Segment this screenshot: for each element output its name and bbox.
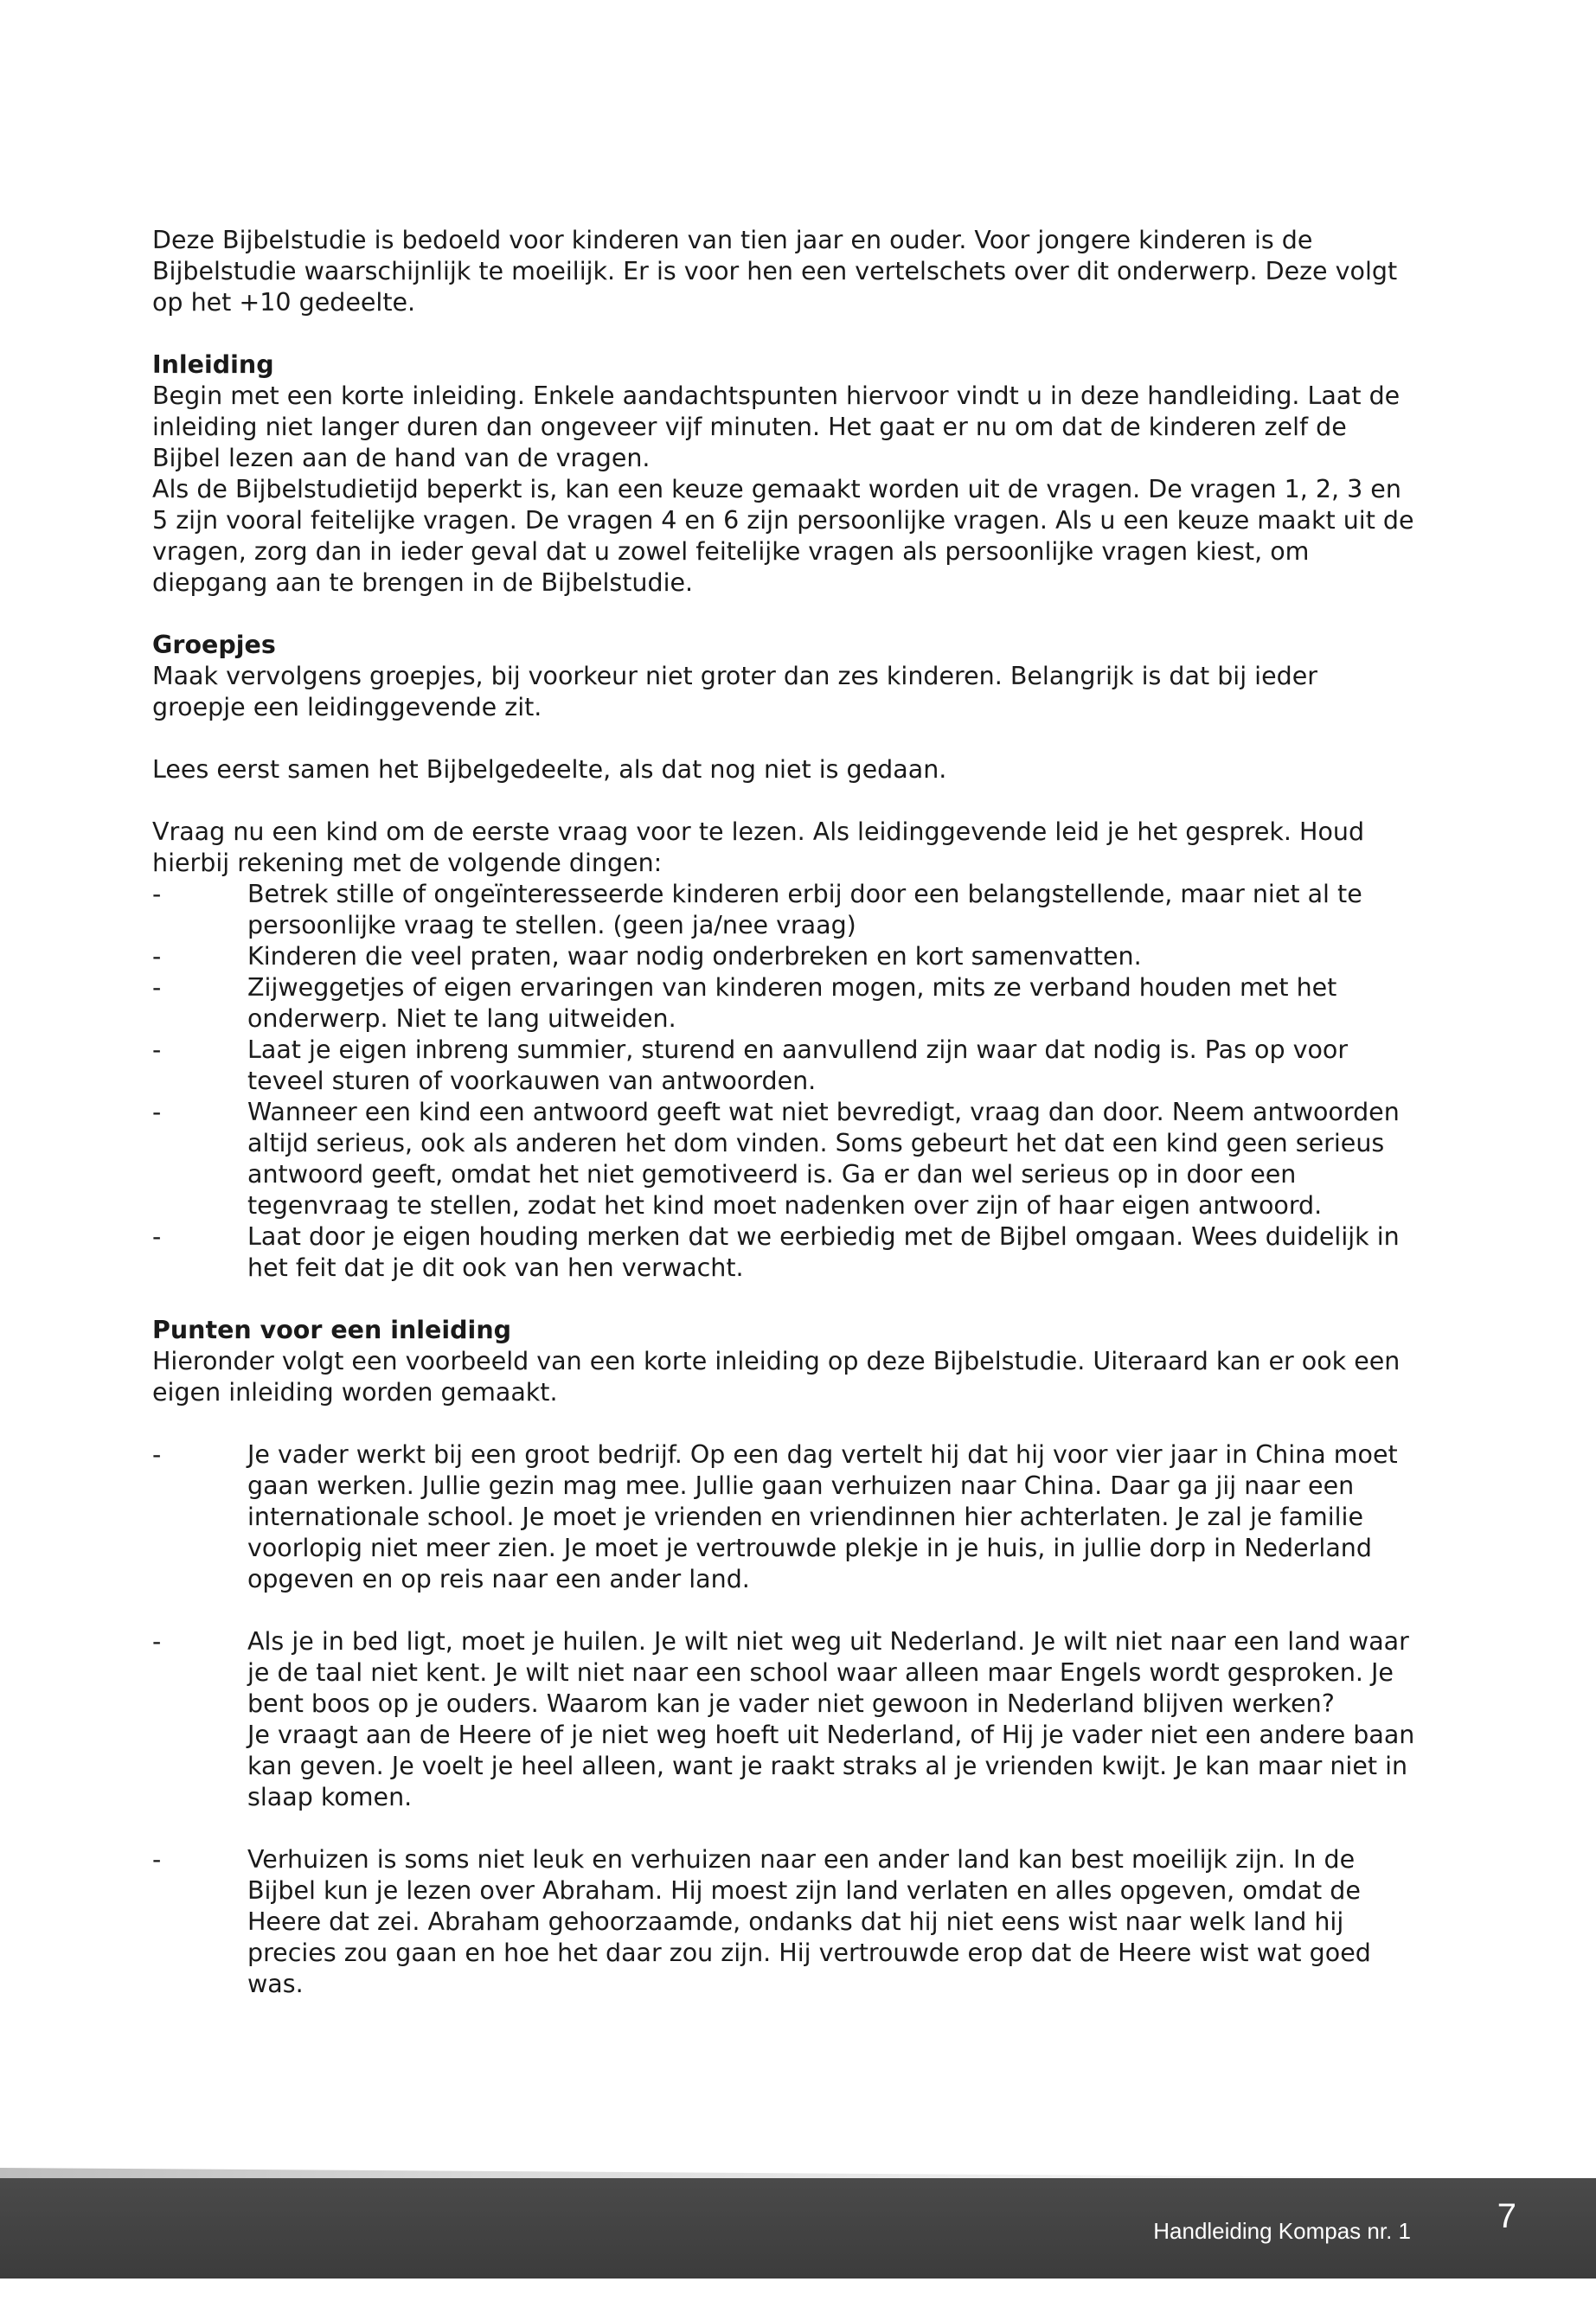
list-item-text: Laat je eigen inbreng summier, sturend en aanvullend zijn waar dat nodig is. Pas op voor teveel sturen of voorkauwen van antwoorden. <box>247 1035 1349 1095</box>
section-heading-punten: Punten voor een inleiding <box>152 1316 512 1344</box>
bullet-dash: - <box>152 880 162 908</box>
list-item <box>152 1097 1415 1221</box>
list-item-text: Zijweggetjes of eigen ervaringen van kinderen mogen, mits ze verband houden met het onderwerp. Niet te lang uitweiden. <box>247 973 1337 1033</box>
inleiding-paragraph-2: Als de Bijbelstudietijd beperkt is, kan een keuze gemaakt worden uit de vragen. De vragen 1, 2, 3 en 5 zijn vooral feitelijke vragen. De vragen 4 en 6 zijn persoonlijke vragen. Als u een keuze maakt uit de vragen, zorg dan in ieder geval dat u zowel feitelijke vragen als persoonlijke vragen kiest, om diepgang aan te brengen in de Bijbelstudie. <box>152 475 1414 597</box>
groepjes-paragraph-2: Lees eerst samen het Bijbelgedeelte, als dat nog niet is gedaan. <box>152 755 947 784</box>
bullet-dash: - <box>152 1098 162 1126</box>
groepjes-paragraph-3: Vraag nu een kind om de eerste vraag voor te lezen. Als leidinggevende leid je het gesprek. Houd hierbij rekening met de volgende dingen: <box>152 817 1365 877</box>
list-item <box>152 1844 1415 2000</box>
list-item <box>152 972 1415 1035</box>
bullet-dash: - <box>152 1845 162 1874</box>
bullet-dash: - <box>152 1222 162 1251</box>
list-item <box>152 1626 1415 1813</box>
bullet-dash: - <box>152 973 162 1002</box>
list-item-text: Als je in bed ligt, moet je huilen. Je wilt niet weg uit Nederland. Je wilt niet naar een land waar je de taal niet kent. Je wilt niet naar een school waar alleen maar Engels wordt gesproken. Je bent boos op je ouders. Waarom kan je vader niet gewoon in Nederland blijven werken? <box>247 1627 1409 1718</box>
list-item <box>152 1439 1415 1595</box>
document-body <box>152 225 1415 2000</box>
list-item <box>152 941 1415 972</box>
groepjes-paragraph-1: Maak vervolgens groepjes, bij voorkeur niet groter dan zes kinderen. Belangrijk is dat bij ieder groepje een leidinggevende zit. <box>152 662 1317 721</box>
section-heading-groepjes: Groepjes <box>152 631 276 659</box>
list-item-text: Kinderen die veel praten, waar nodig onderbreken en kort samenvatten. <box>247 942 1142 971</box>
guidelines-list <box>152 879 1415 1284</box>
list-item-text: Verhuizen is soms niet leuk en verhuizen naar een ander land kan best moeilijk zijn. In de Bijbel kun je lezen over Abraham. Hij moest zijn land verlaten en alles opgeven, omdat de Heere dat zei. Abraham gehoorzaamde, ondanks dat hij niet eens wist naar welk land hij precies zou gaan en hoe het daar zou zijn. Hij vertrouwde erop dat de Heere wist wat goed was. <box>247 1845 1371 1998</box>
punten-paragraph: Hieronder volgt een voorbeeld van een korte inleiding op deze Bijbelstudie. Uiteraard kan er ook een eigen inleiding worden gemaakt. <box>152 1347 1401 1407</box>
bullet-dash: - <box>152 1440 162 1469</box>
page-number: 7 <box>1497 2197 1516 2235</box>
list-item-text: Wanneer een kind een antwoord geeft wat niet bevredigt, vraag dan door. Neem antwoorden altijd serieus, ook als anderen het dom vinden. Soms gebeurt het dat een kind geen serieus antwoord geeft, omdat het niet gemotiveerd is. Ga er dan wel serieus op in door een tegenvraag te stellen, zodat het kind moet nadenken over zijn of haar eigen antwoord. <box>247 1098 1400 1220</box>
introduction-example-list <box>152 1439 1415 2000</box>
intro-paragraph: Deze Bijbelstudie is bedoeld voor kinderen van tien jaar en ouder. Voor jongere kinderen is de Bijbelstudie waarschijnlijk te moeilijk. Er is voor hen een vertelschets over dit onderwerp. Deze volgt op het +10 gedeelte. <box>152 226 1398 317</box>
list-item-text: Je vader werkt bij een groot bedrijf. Op een dag vertelt hij dat hij voor vier jaar in China moet gaan werken. Jullie gezin mag mee. Jullie gaan verhuizen naar China. Daar ga jij naar een internationale school. Je moet je vrienden en vriendinnen hier achterlaten. Je zal je familie voorlopig niet meer zien. Je moet je vertrouwde plekje in je huis, in jullie dorp in Nederland opgeven en op reis naar een ander land. <box>247 1440 1398 1593</box>
bullet-dash: - <box>152 1627 162 1656</box>
list-item <box>152 1221 1415 1284</box>
section-heading-inleiding: Inleiding <box>152 350 274 379</box>
footer-title: Handleiding Kompas nr. 1 <box>1153 2218 1411 2244</box>
list-item-text: Betrek stille of ongeïnteresseerde kinderen erbij door een belangstellende, maar niet al te persoonlijke vraag te stellen. (geen ja/nee vraag) <box>247 880 1362 939</box>
bullet-dash: - <box>152 1035 162 1064</box>
bullet-dash: - <box>152 942 162 971</box>
inleiding-paragraph-1: Begin met een korte inleiding. Enkele aandachtspunten hiervoor vindt u in deze handleiding. Laat de inleiding niet langer duren dan ongeveer vijf minuten. Het gaat er nu om dat de kinderen zelf de Bijbel lezen aan de hand van de vragen. <box>152 381 1401 472</box>
list-item <box>152 1035 1415 1097</box>
list-item-continuation: Je vraagt aan de Heere of je niet weg hoeft uit Nederland, of Hij je vader niet een andere baan kan geven. Je voelt je heel alleen, want je raakt straks al je vrienden kwijt. Je kan maar niet in slaap komen. <box>247 1721 1415 1811</box>
list-item-text: Laat door je eigen houding merken dat we eerbiedig met de Bijbel omgaan. Wees duidelijk in het feit dat je dit ook van hen verwacht. <box>247 1222 1400 1282</box>
list-item <box>152 879 1415 941</box>
